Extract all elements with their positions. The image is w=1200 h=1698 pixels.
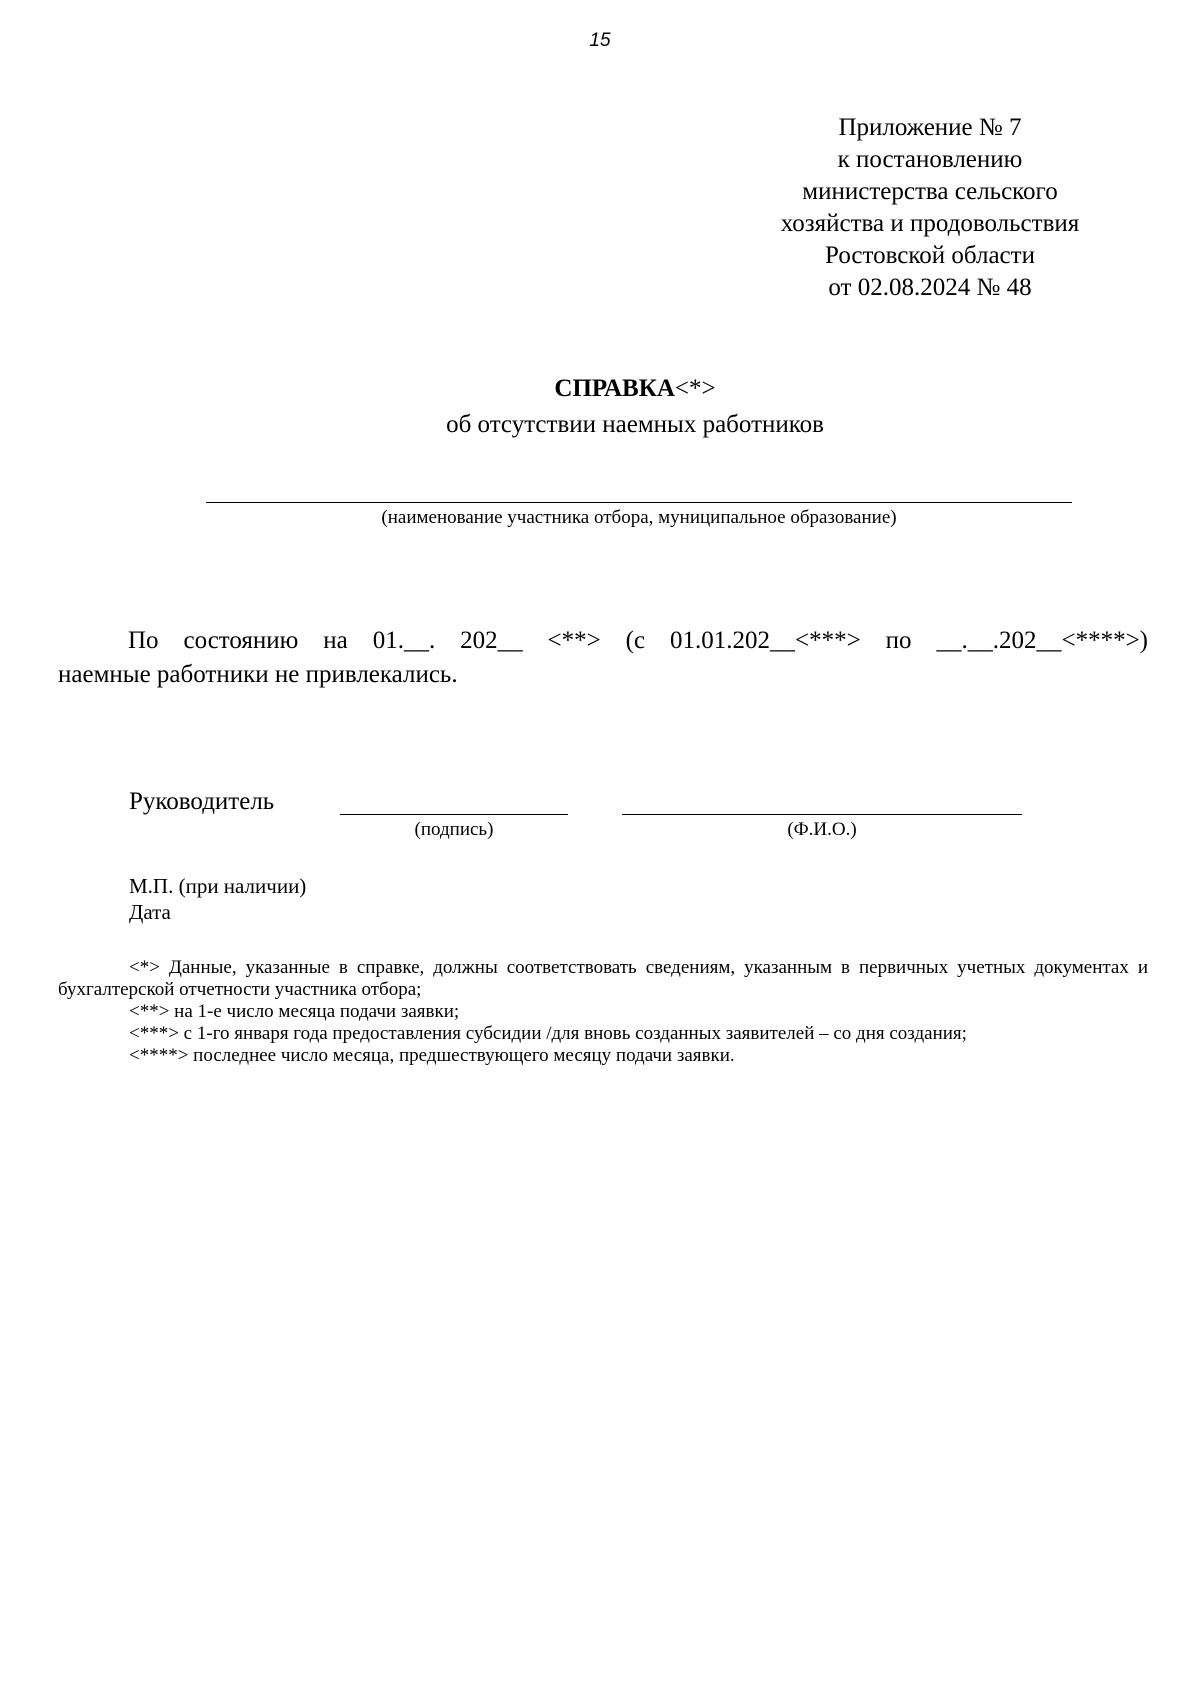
statement-line: По состоянию на 01.__. 202__ <**> (с 01.01.202__<***> по __.__.202__<****>) [128, 627, 1148, 654]
statement-paragraph [58, 624, 1148, 692]
title-footnote-mark: <*> [674, 375, 716, 402]
title-line [0, 371, 1200, 407]
appendix-line: к постановлению [837, 146, 1023, 173]
appendix-header [700, 112, 1160, 304]
footnote: <**> на 1-е число месяца подачи заявки; [129, 1001, 460, 1022]
footnotes [58, 957, 1148, 1067]
signature-line [340, 814, 568, 815]
page-number: 15 [589, 30, 611, 51]
statement-line: наемные работники не привлекались. [58, 661, 458, 688]
stamp-block [129, 873, 306, 925]
fio-line [622, 814, 1022, 815]
footnote: <***> с 1-го января года предоставления субсидии /для вновь созданных заявителей – со дня создания; [129, 1023, 967, 1044]
appendix-line: министерства сельского [802, 178, 1058, 205]
seal-label: М.П. (при наличии) [129, 874, 307, 898]
document-subtitle: об отсутствии наемных работников [446, 411, 824, 438]
fio-caption: (Ф.И.О.) [787, 819, 857, 840]
date-label: Дата [129, 900, 171, 924]
participant-name-line [206, 502, 1072, 503]
document-title [0, 371, 1200, 443]
participant-name-caption: (наименование участника отбора, муниципальное образование) [381, 507, 897, 528]
head-label: Руководитель [129, 788, 275, 815]
appendix-line: хозяйства и продовольствия [780, 210, 1080, 237]
appendix-line: от 02.08.2024 № 48 [828, 274, 1032, 301]
appendix-line: Ростовской области [825, 242, 1035, 269]
title-main: СПРАВКА [554, 375, 675, 402]
signature-caption: (подпись) [414, 819, 494, 840]
footnote: <****> последнее число месяца, предшествующего месяцу подачи заявки. [129, 1045, 735, 1066]
appendix-line: Приложение № 7 [838, 114, 1022, 141]
footnote: <*> Данные, указанные в справке, должны соответствовать сведениям, указанным в первичных учетных документах и бухгалтерской отчетности участника отбора; [58, 957, 1148, 1000]
